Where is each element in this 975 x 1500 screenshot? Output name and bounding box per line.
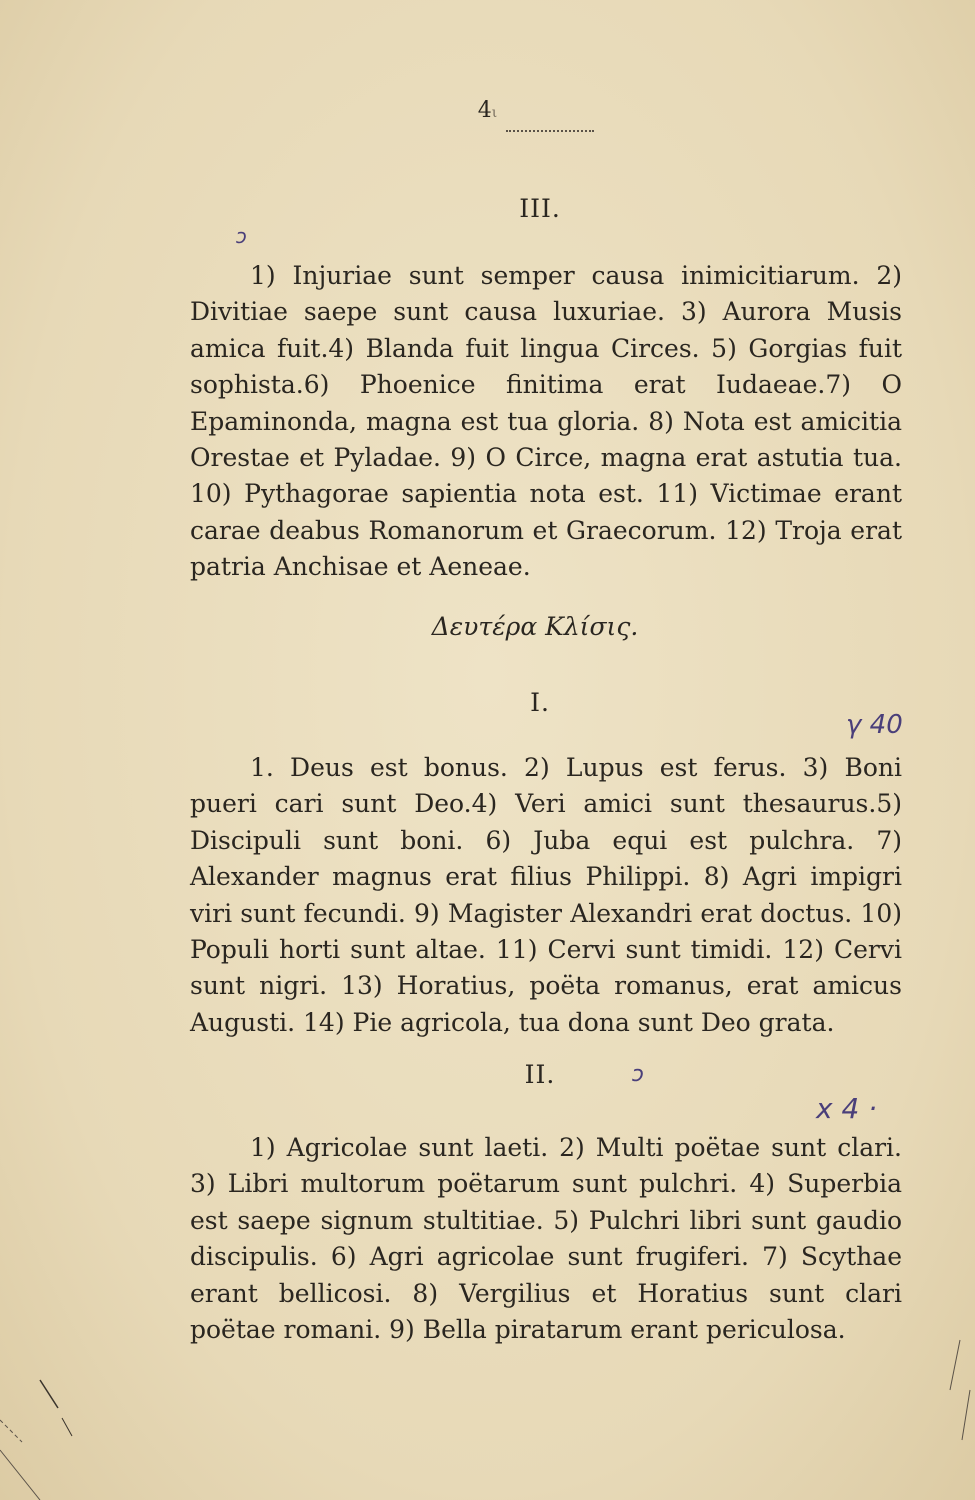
exercise-paragraph-2: 1. Deus est bonus. 2) Lupus est ferus. 3) Boni pueri cari sunt Deo.4) Veri amici sunt thesaurus.5) Discipuli sunt boni. 6) Juba equi est pulchra. 7) Alexander magnus erat filius Philippi. 8) Agri impigri viri sunt fecundi. 9) Magister Alexandri erat doctus. 10) Populi horti sunt altae. 11) Cervi sunt timidi. 12) Cervi sunt nigri. 13) Horatius, poëta romanus, erat amicus Augusti. 14) Pie agricola, tua dona sunt Deo grata. [190,753,902,1037]
page-number-value: 4 [477,98,492,123]
pencil-mark-1: ɔ [236,224,247,248]
pencil-mark-3: ɔ [632,1062,645,1087]
section-heading-i: I. [530,688,550,717]
pencil-mark-4: x 4 · [816,1092,878,1125]
exercise-paragraph-3: 1) Agricolae sunt laeti. 2) Multi poëtae sunt clari. 3) Libri multorum poëtarum sunt pulchri. 4) Superbia est saepe signum stultitiae. 5) Pulchri libri sunt gaudio discipulis. 6) Agri agricolae sunt frugiferi. 7) Scythae erant bellicosi. 8) Vergilius et Horatius sunt clari poëtae romani. 9) Bella piratarum erant periculosa. [190,1133,902,1345]
section-heading-iii: III. [519,194,561,223]
pencil-mark-2: γ 40 [846,710,903,740]
section-heading-ii: II. [524,1060,556,1089]
declension-subtitle: Δευτέρα Κλίσις. [431,612,639,641]
exercise-paragraph-1: 1) Injuriae sunt semper causa inimicitiarum. 2) Divitiae saepe sunt causa luxuriae. 3) Aurora Musis amica fuit.4) Blanda fuit lingua Circes. 5) Gorgias fuit sophista.6) Phoenice finitima erat Iudaeae.7) O Epaminonda, magna est tua gloria. 8) Nota est amicitia Orestae et Pyladae. 9) O Circe, magna erat astutia tua. 10) Pythagorae sapientia nota est. 11) Victimae erant carae deabus Romanorum et Graecorum. 12) Troja erat patria Anchisae et Aeneae. [190,261,902,582]
page-margin-mark: ι [491,105,498,121]
